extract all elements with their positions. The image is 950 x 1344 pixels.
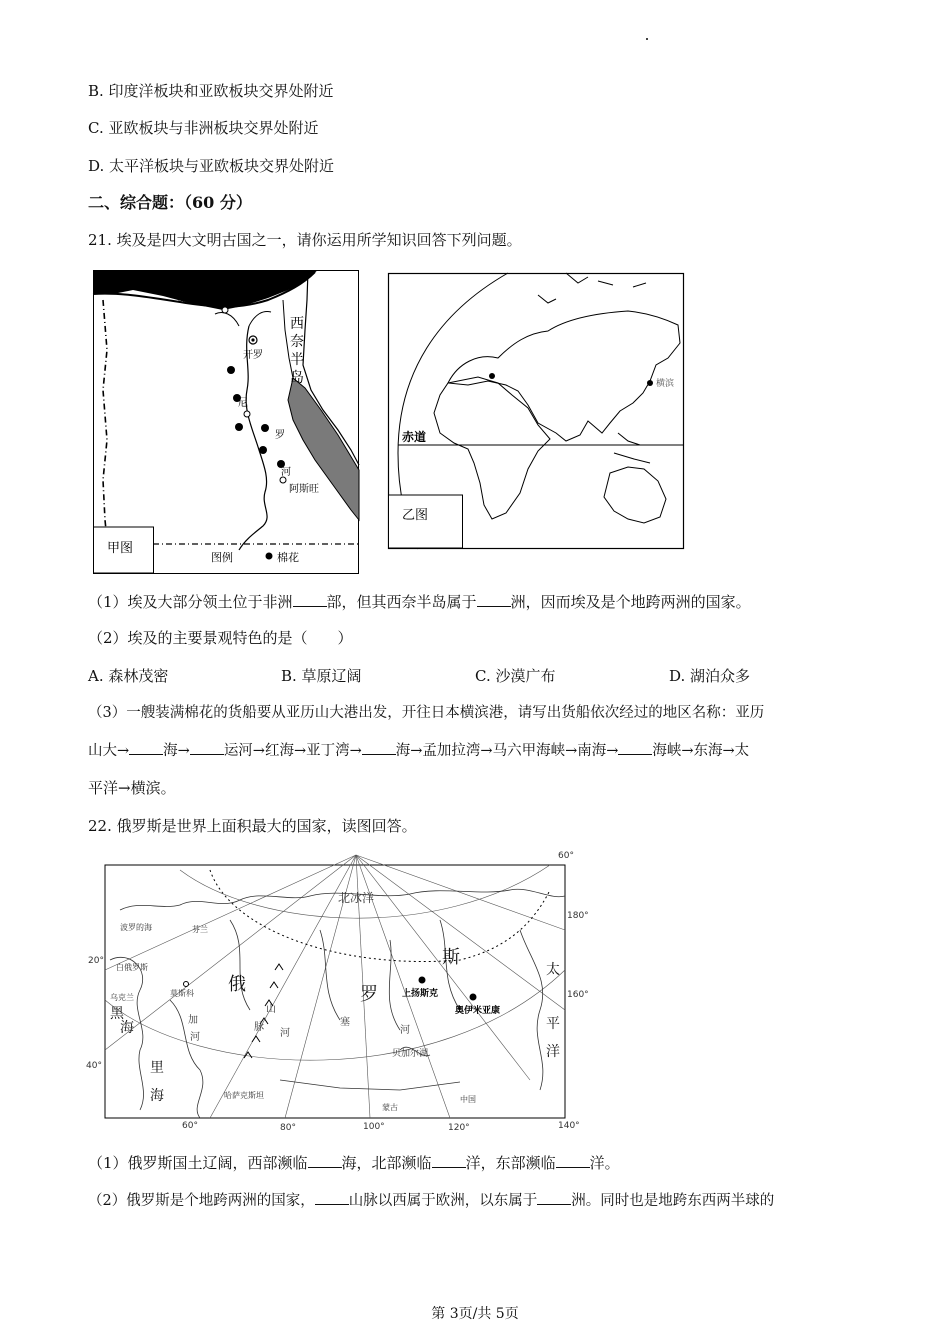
sinai-label-4: 岛 — [290, 370, 304, 386]
q21-sub1: （1）埃及大部分领土位于非洲 部，但其西奈半岛属于 洲，因而埃及是个地跨两洲的国家。 — [88, 593, 751, 611]
cairo-label: 开罗 — [243, 350, 263, 361]
nile-label-2: 罗 — [275, 430, 285, 441]
jia-caption: 甲图 — [107, 541, 134, 556]
pacific-label-2: 平 — [546, 1016, 560, 1032]
answer-blank[interactable] — [129, 740, 163, 755]
finland-label: 芬兰 — [192, 925, 208, 934]
q21-stem: 21. 埃及是四大文明古国之一，请你运用所学知识回答下列问题。 — [88, 231, 522, 249]
egypt-map — [93, 270, 359, 574]
lon-140: 140° — [558, 1121, 580, 1131]
china-label: 中国 — [460, 1095, 476, 1104]
ukraine-label: 乌克兰 — [110, 993, 134, 1002]
russia-label-1: 俄 — [228, 974, 246, 995]
corner-dot — [646, 38, 648, 40]
sinai-label-1: 西 — [290, 316, 304, 332]
nile-label-3: 河 — [281, 467, 291, 478]
q22-sub2: （2）俄罗斯是个地跨两洲的国家， 山脉以西属于欧洲，以东属于 洲。同时也是地跨东西两半球的 — [88, 1190, 774, 1212]
russia-label-3: 斯 — [442, 947, 460, 968]
section-heading: 二、综合题：（60 分） — [88, 193, 252, 212]
q21-sub3-line2: 山大→ 海→ 运河→红海→亚丁湾→ 海→孟加拉湾→马六甲海峡→南海→ 海峡→东海→太 — [88, 740, 749, 762]
lon-120: 120° — [448, 1123, 470, 1133]
lat-40: 40° — [86, 1061, 102, 1071]
lon-80: 80° — [280, 1123, 296, 1133]
page-footer: 第 3页/共 5页 — [431, 1306, 519, 1322]
lon-160: 160° — [567, 990, 589, 1000]
lat-60: 60° — [558, 851, 574, 861]
oymyakon-label: 奥伊米亚康 — [455, 1006, 501, 1016]
pacific-label-3: 洋 — [546, 1044, 560, 1060]
q21-sub3-line1: （3）一艘装满棉花的货船要从亚历山大港出发，开往日本横滨港，请写出货船依次经过的地区名称：亚历 — [88, 705, 765, 721]
caspian-label-1: 里 — [150, 1060, 164, 1076]
legend-title: 图例 — [211, 551, 233, 564]
moscow-label: 莫斯科 — [170, 989, 194, 998]
ob-label: 河 — [280, 1028, 290, 1039]
yokohama-label: 横滨 — [656, 379, 675, 389]
black-sea-label-2: 海 — [120, 1020, 134, 1036]
option-c: C. 亚欧板块与非洲板块交界处附近 — [88, 119, 319, 137]
choice-d: D. 湖泊众多 — [669, 667, 751, 685]
q22-sub1: （1）俄罗斯国土辽阔，西部濒临 海，北部濒临 洋，东部濒临 洋。 — [88, 1154, 620, 1172]
mongolia-label: 蒙古 — [382, 1103, 398, 1112]
black-sea-label-1: 黑 — [110, 1006, 124, 1022]
caspian-label-2: 海 — [150, 1088, 164, 1104]
kazakhstan-label: 哈萨克斯坦 — [224, 1091, 264, 1100]
choice-c: C. 沙漠广布 — [475, 667, 556, 685]
answer-blank[interactable] — [315, 1190, 349, 1205]
legend-cotton: 棉花 — [277, 551, 299, 564]
answer-blank[interactable] — [308, 1153, 342, 1168]
q22-stem: 22. 俄罗斯是世界上面积最大的国家，读图回答。 — [88, 817, 417, 835]
sinai-label-3: 半 — [290, 352, 304, 368]
answer-blank[interactable] — [477, 592, 511, 607]
baltic-label: 波罗的海 — [120, 923, 152, 932]
verkhoyansk-label: 上扬斯克 — [402, 989, 439, 999]
q21-sub2: （2）埃及的主要景观特色的是（ ） — [88, 629, 353, 647]
lon-180: 180° — [567, 911, 589, 921]
equator-label: 赤道 — [402, 430, 427, 444]
answer-blank[interactable] — [556, 1153, 590, 1168]
aswan-label: 阿斯旺 — [289, 484, 319, 495]
lon-100: 100° — [363, 1122, 385, 1132]
alexandria-label: 亚历山大 — [175, 294, 215, 305]
option-b: B. 印度洋板块和亚欧板块交界处附近 — [88, 82, 334, 100]
russia-label-2: 罗 — [360, 984, 378, 1005]
sinai-label-2: 奈 — [290, 334, 304, 350]
answer-blank[interactable] — [293, 592, 327, 607]
yi-caption: 乙图 — [402, 508, 429, 523]
lena-label: 河 — [400, 1025, 410, 1036]
ural-label-2: 脉 — [254, 1022, 264, 1033]
lon-60: 60° — [182, 1121, 198, 1131]
option-d: D. 太平洋板块与亚欧板块交界处附近 — [88, 157, 335, 175]
yenisei-label: 塞 — [340, 1017, 350, 1028]
q21-sub3-line3: 平洋→横滨。 — [88, 779, 176, 797]
lon-20: 20° — [88, 956, 104, 966]
answer-blank[interactable] — [618, 740, 652, 755]
answer-blank[interactable] — [432, 1153, 466, 1168]
volga-label-1: 加 — [188, 1015, 198, 1026]
baikal-label: 贝加尔湖 — [392, 1049, 429, 1059]
belarus-label: 白俄罗斯 — [116, 963, 148, 972]
nile-label-1: 尼 — [238, 398, 248, 409]
choice-b: B. 草原辽阔 — [281, 667, 362, 685]
choice-a: A. 森林茂密 — [88, 667, 169, 685]
arctic-label: 北冰洋 — [338, 891, 375, 905]
answer-blank[interactable] — [362, 740, 396, 755]
world-map — [388, 273, 684, 549]
volga-label-2: 河 — [190, 1032, 200, 1043]
russia-map — [80, 850, 589, 1135]
ural-label: 山 — [266, 1004, 276, 1015]
pacific-label-1: 太 — [546, 962, 560, 978]
answer-blank[interactable] — [537, 1190, 571, 1205]
answer-blank[interactable] — [190, 740, 224, 755]
